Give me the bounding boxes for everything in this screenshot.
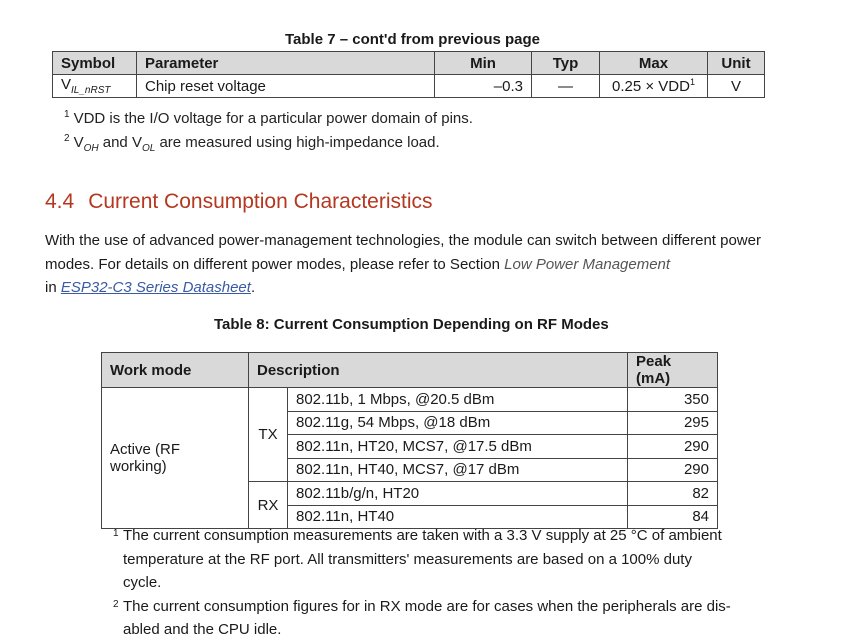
table-row — [102, 388, 718, 412]
footnote-text-v: V — [73, 134, 84, 151]
symbol-main: V — [61, 76, 72, 93]
paragraph-text: With the use of advanced power-management technologies, the module can switch between different power modes. For details on different power modes, please refer to Section — [45, 232, 761, 273]
datasheet-link[interactable]: ESP32-C3 Series Datasheet — [60, 279, 251, 296]
cell-group-tx: TX — [249, 388, 288, 482]
col-header-unit: Unit — [708, 52, 765, 75]
col-header-work-mode: Work mode — [102, 353, 249, 388]
footnote-number: 2 — [113, 598, 119, 610]
table8-footnote-2 — [113, 595, 733, 642]
footnote-text: The current consumption measurements are taken with a 3.3 V supply at 25 °C of ambient temperature at the RF port. All transmitters' measurements are based on a 100% duty cycle. — [123, 527, 722, 591]
col-header-peak: Peak (mA) — [628, 353, 718, 388]
footnote-text-post: are measured using high-impedance load. — [155, 134, 440, 151]
cell-min: –0.3 — [435, 75, 532, 98]
col-header-symbol: Symbol — [53, 52, 137, 75]
cell-description: 802.11b, 1 Mbps, @20.5 dBm — [288, 388, 628, 412]
table7 — [52, 51, 765, 98]
table8-header-row — [102, 353, 718, 388]
cell-symbol — [53, 75, 137, 98]
cell-typ: — — [532, 75, 600, 98]
table7-header-row — [53, 52, 765, 75]
cell-description: 802.11n, HT40, MCS7, @17 dBm — [288, 458, 628, 482]
cell-peak: 82 — [628, 482, 718, 506]
max-footnote-ref: 1 — [689, 77, 695, 87]
footnote-text: VDD is the I/O voltage for a particular power domain of pins. — [73, 110, 473, 127]
col-header-parameter: Parameter — [137, 52, 435, 75]
section-title: Current Consumption Characteristics — [88, 190, 433, 213]
cell-group-rx: RX — [249, 482, 288, 529]
section-heading — [45, 190, 433, 214]
footnote-text-mid: and V — [98, 134, 142, 151]
cell-max — [600, 75, 708, 98]
cell-description: 802.11n, HT20, MCS7, @17.5 dBm — [288, 435, 628, 459]
cell-parameter: Chip reset voltage — [137, 75, 435, 98]
table-row — [53, 75, 765, 98]
table7-footnote-1 — [64, 109, 473, 127]
table8-caption: Table 8: Current Consumption Depending on RF Modes — [214, 316, 609, 333]
table8 — [101, 352, 718, 529]
section-reference: Low Power Management — [504, 255, 671, 273]
table8-footnote-1 — [113, 524, 733, 595]
symbol-subscript: IL_nRST — [71, 85, 111, 96]
max-value: 0.25 × VDD — [612, 78, 690, 95]
section-number: 4.4 — [45, 190, 75, 213]
footnote-text: The current consumption figures for in RX mode are for cases when the peripherals are dis-abled and the CPU idle. — [123, 597, 731, 638]
footnote-sub-oh: OH — [83, 143, 99, 154]
footnote-number: 1 — [113, 528, 119, 539]
col-header-min: Min — [435, 52, 532, 75]
footnote-number: 1 — [64, 109, 70, 120]
col-header-description: Description — [249, 353, 628, 388]
table7-caption: Table 7 – cont'd from previous page — [285, 31, 541, 48]
cell-description: 802.11n, HT40 — [288, 505, 628, 529]
table8-footnotes — [113, 524, 733, 642]
col-header-max: Max — [600, 52, 708, 75]
footnote-number: 2 — [64, 133, 70, 144]
col-header-typ: Typ — [532, 52, 600, 75]
cell-work-mode: Active (RF working) — [102, 388, 249, 529]
cell-description: 802.11g, 54 Mbps, @18 dBm — [288, 411, 628, 435]
footnote-sub-ol: OL — [141, 143, 156, 154]
cell-peak: 295 — [628, 411, 718, 435]
section-paragraph — [45, 229, 805, 300]
cell-peak: 84 — [628, 505, 718, 529]
cell-peak: 290 — [628, 435, 718, 459]
cell-peak: 290 — [628, 458, 718, 482]
cell-description: 802.11b/g/n, HT20 — [288, 482, 628, 506]
cell-peak: 350 — [628, 388, 718, 412]
table7-footnote-2 — [64, 133, 440, 154]
paragraph-end: . — [250, 279, 256, 296]
cell-unit: V — [708, 75, 765, 98]
paragraph-text-in: in — [45, 279, 61, 296]
